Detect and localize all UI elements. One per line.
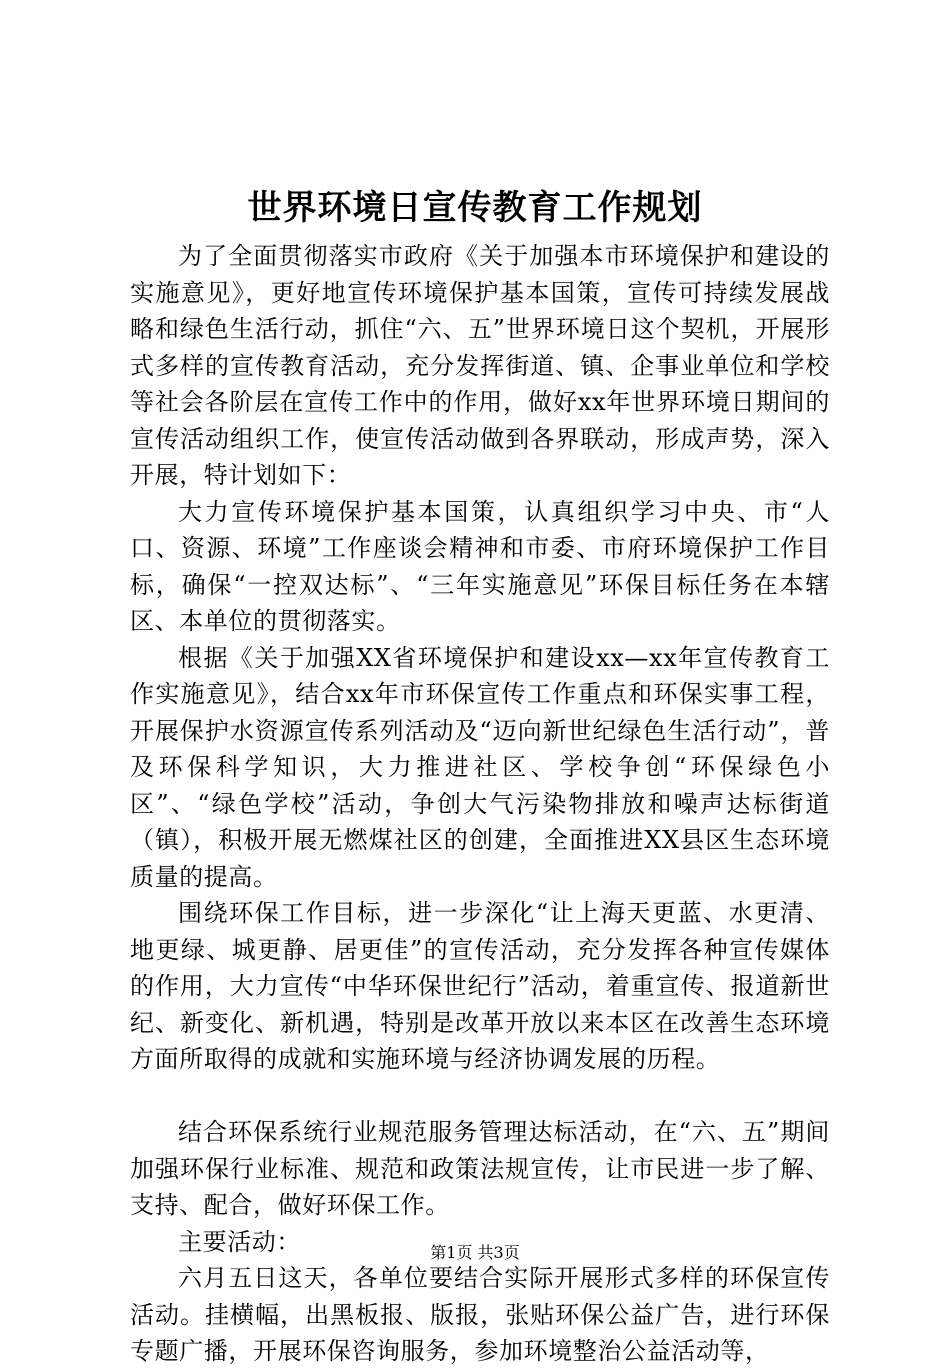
page-footer: 第1页 共3页 [430,1243,520,1262]
paragraph-intro: 为了全面贯彻落实市政府《关于加强本市环境保护和建设的实施意见》，更好地宣传环境保护基本国策，宣传可持续发展战略和绿色生活行动，抓住“六、五”世界环境日这个契机，开展形式多样的宣传教育活动，充分发挥街道、镇、企事业单位和学校等社会各阶层在宣传工作中的作用，做好xx年世界环境日期间的宣传活动组织工作，使宣传活动做到各界联动，形成声势，深入开展，特计划如下： [130,242,830,489]
paragraph-industry: 结合环保系统行业规范服务管理达标活动，在“六、五”期间加强环保行业标准、规范和政策法规宣传，让市民进一步了解、支持、配合，做好环保工作。 [130,1118,830,1219]
paragraph-guidelines: 根据《关于加强XX省环境保护和建设xx—xx年宣传教育工作实施意见》，结合xx年市环保宣传工作重点和环保实事工程，开展保护水资源宣传系列活动及“迈向新世纪绿色生活行动”，普及环保科学知识，大力推进社区、学校争创“环保绿色小区”、“绿色学校”活动，争创大气污染物排放和噪声达标街道（镇），积极开展无燃煤社区的创建，全面推进XX县区生态环境质量的提高。 [130,643,830,891]
paragraph-policy: 大力宣传环境保护基本国策，认真组织学习中央、市“人口、资源、环境”工作座谈会精神和市委、市府环境保护工作目标，确保“一控双达标”、“三年实施意见”环保目标任务在本辖区、本单位的贯彻落实。 [130,497,830,635]
document-title: 世界环境日宣传教育工作规划 [247,188,703,228]
paragraph-main-activities-heading: 主要活动： [178,1227,301,1256]
paragraph-june-fifth: 六月五日这天，各单位要结合实际开展形式多样的环保宣传活动。挂横幅，出黑板报、版报，张贴环保公益广告，进行环保专题广播，开展环保咨询服务，参加环境整治公益活动等， [130,1264,830,1365]
paragraph-campaign: 围绕环保工作目标，进一步深化“让上海天更蓝、水更清、地更绿、城更静、居更佳”的宣传活动，充分发挥各种宣传媒体的作用，大力宣传“中华环保世纪行”活动，着重宣传、报道新世纪、新变化、新机遇，特别是改革开放以来本区在改善生态环境方面所取得的成就和实施环境与经济协调发展的历程。 [130,899,830,1073]
document-body [130,238,830,1370]
